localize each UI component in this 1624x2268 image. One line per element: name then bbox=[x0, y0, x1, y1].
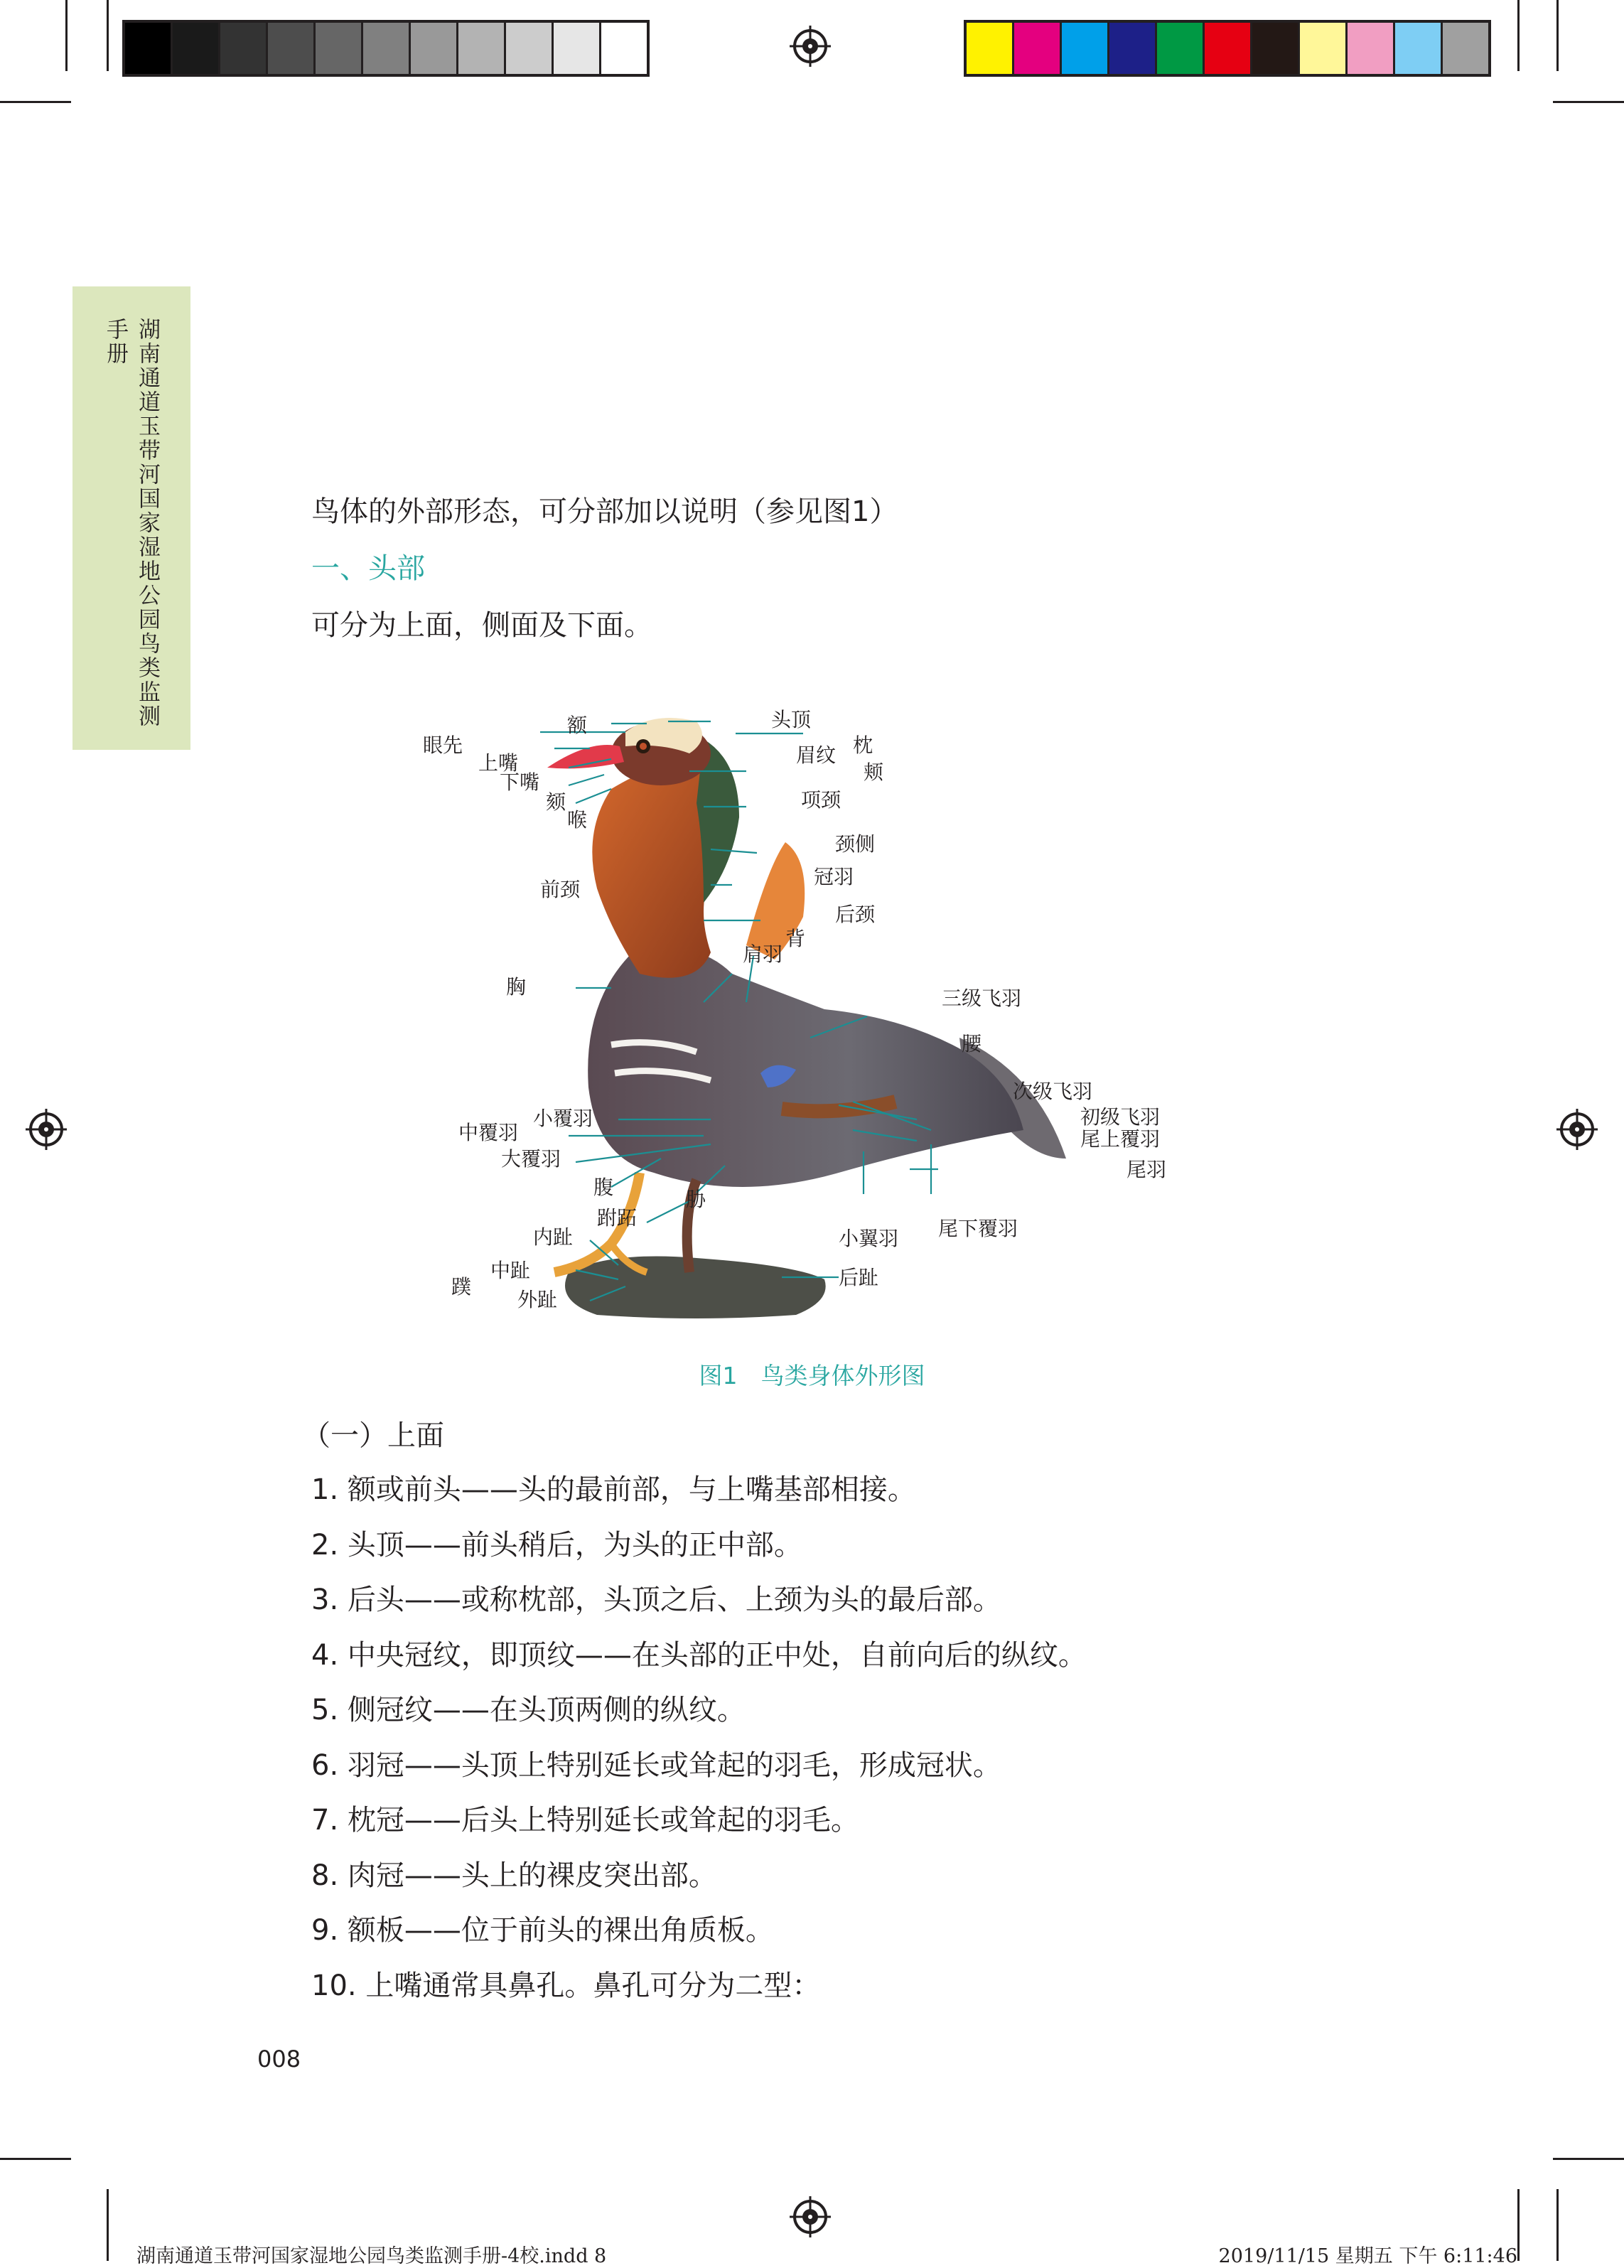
registration-mark-icon bbox=[26, 1109, 67, 1150]
calibration-swatch bbox=[1300, 23, 1348, 74]
label-toudong: 头顶 bbox=[771, 708, 812, 731]
label-xiaoyi: 小翼羽 bbox=[839, 1227, 899, 1250]
gray-calibration-bar bbox=[122, 20, 650, 77]
calibration-swatch bbox=[411, 23, 458, 74]
subsection-heading: （一）上面 bbox=[302, 1419, 444, 1452]
label-fu: 腹 bbox=[593, 1176, 614, 1199]
label-jia: 颊 bbox=[864, 761, 884, 784]
label-xiangjing: 项颈 bbox=[801, 788, 841, 812]
label-ke: 颏 bbox=[546, 790, 566, 814]
label-yanxian: 眼先 bbox=[423, 733, 463, 757]
label-bei: 背 bbox=[785, 927, 806, 950]
label-zhongfu: 中覆羽 bbox=[458, 1121, 519, 1144]
calibration-swatch bbox=[1014, 23, 1062, 74]
label-pu: 蹼 bbox=[451, 1275, 472, 1299]
calibration-swatch bbox=[1109, 23, 1157, 74]
label-fuzhi: 跗跖 bbox=[597, 1206, 638, 1230]
calibration-swatch bbox=[458, 23, 506, 74]
label-meiwen: 眉纹 bbox=[796, 743, 837, 767]
crop-mark bbox=[1553, 2158, 1624, 2160]
label-jianyu: 肩羽 bbox=[743, 942, 783, 966]
bird-anatomy-figure bbox=[398, 704, 1215, 1343]
calibration-swatch bbox=[1395, 23, 1443, 74]
label-dafu: 大覆羽 bbox=[501, 1147, 561, 1171]
section-heading: 一、头部 bbox=[311, 552, 425, 585]
crop-mark bbox=[107, 2189, 109, 2261]
side-tab bbox=[72, 286, 190, 750]
calibration-swatch bbox=[506, 23, 554, 74]
crop-mark bbox=[1553, 101, 1624, 103]
label-chuji: 初级飞羽 bbox=[1080, 1105, 1161, 1129]
label-hou: 喉 bbox=[567, 808, 588, 832]
label-xiong: 胸 bbox=[506, 975, 527, 999]
label-sanji: 三级飞羽 bbox=[942, 987, 1022, 1010]
crop-mark bbox=[65, 0, 68, 71]
list-item: 5. 侧冠纹——在头顶两侧的纵纹。 bbox=[311, 1694, 746, 1726]
calibration-swatch bbox=[1062, 23, 1109, 74]
registration-mark-icon bbox=[790, 2196, 831, 2237]
label-weiyu: 尾羽 bbox=[1126, 1158, 1167, 1181]
list-item: 8. 肉冠——头上的裸皮突出部。 bbox=[311, 1859, 717, 1892]
label-jingce: 颈侧 bbox=[835, 832, 876, 856]
label-e: 额 bbox=[567, 714, 588, 737]
registration-mark-icon bbox=[1556, 1109, 1598, 1150]
calibration-swatch bbox=[1157, 23, 1205, 74]
label-guanyu: 冠羽 bbox=[814, 865, 854, 888]
crop-mark bbox=[0, 101, 71, 103]
calibration-swatch bbox=[220, 23, 268, 74]
label-weixia: 尾下覆羽 bbox=[938, 1217, 1018, 1240]
crop-mark bbox=[0, 2158, 71, 2160]
list-item: 6. 羽冠——头顶上特别延长或耸起的羽毛，形成冠状。 bbox=[311, 1748, 1001, 1782]
label-ciji: 次级飞羽 bbox=[1013, 1080, 1093, 1103]
label-xiaofu: 小覆羽 bbox=[533, 1107, 593, 1130]
calibration-swatch bbox=[554, 23, 601, 74]
calibration-swatch bbox=[1252, 23, 1300, 74]
label-qianjing: 前颈 bbox=[540, 878, 581, 901]
page-number: 008 bbox=[257, 2046, 301, 2073]
crop-mark bbox=[1517, 2189, 1520, 2261]
color-calibration-bar bbox=[964, 20, 1491, 77]
calibration-swatch bbox=[125, 23, 173, 74]
calibration-swatch bbox=[1205, 23, 1252, 74]
list-item: 4. 中央冠纹，即顶纹——在头部的正中处，自前向后的纵纹。 bbox=[311, 1638, 1087, 1672]
crop-mark bbox=[1517, 0, 1520, 71]
label-xiazui: 下嘴 bbox=[500, 770, 540, 794]
calibration-swatch bbox=[1443, 23, 1488, 74]
label-yao: 腰 bbox=[962, 1032, 982, 1055]
list-item: 3. 后头——或称枕部，头顶之后、上颈为头的最后部。 bbox=[311, 1584, 1001, 1616]
label-waizhi: 外趾 bbox=[517, 1288, 558, 1311]
label-shangzui: 上嘴 bbox=[478, 751, 519, 775]
label-weishang: 尾上覆羽 bbox=[1080, 1127, 1161, 1151]
footer-timestamp: 2019/11/15 星期五 下午 6:11:46 bbox=[1218, 2245, 1517, 2267]
calibration-swatch bbox=[268, 23, 316, 74]
calibration-swatch bbox=[1348, 23, 1395, 74]
label-houjing: 后颈 bbox=[835, 903, 876, 926]
label-zhen: 枕 bbox=[853, 733, 873, 757]
section-intro: 可分为上面，侧面及下面。 bbox=[311, 609, 652, 642]
figure-caption: 图1 鸟类身体外形图 bbox=[699, 1362, 925, 1390]
footer-filename: 湖南通道玉带河国家湿地公园鸟类监测手册-4校.indd 8 bbox=[136, 2245, 607, 2267]
label-neizhi: 内趾 bbox=[533, 1225, 574, 1249]
list-item: 2. 头顶——前头稍后，为头的正中部。 bbox=[311, 1528, 802, 1562]
calibration-swatch bbox=[316, 23, 363, 74]
list-item: 1. 额或前头——头的最前部，与上嘴基部相接。 bbox=[311, 1473, 916, 1506]
label-zhongzhi: 中趾 bbox=[490, 1259, 531, 1282]
label-xie: 胁 bbox=[686, 1188, 706, 1211]
side-tab-title: 湖南通道玉带河国家湿地公园鸟类监测手册 bbox=[102, 318, 160, 729]
list-item: 7. 枕冠——后头上特别延长或耸起的羽毛。 bbox=[311, 1804, 859, 1837]
rock-base bbox=[565, 1257, 826, 1319]
crop-mark bbox=[1556, 2189, 1559, 2261]
intro-paragraph: 鸟体的外部形态，可分部加以说明（参见图1） bbox=[311, 495, 898, 528]
list-item: 10. 上嘴通常具鼻孔。鼻孔可分为二型： bbox=[311, 1969, 821, 2002]
list-item: 9. 额板——位于前头的裸出角质板。 bbox=[311, 1914, 774, 1947]
crop-mark bbox=[1556, 0, 1559, 71]
crop-mark bbox=[107, 0, 109, 71]
calibration-swatch bbox=[363, 23, 411, 74]
label-houzhi: 后趾 bbox=[839, 1266, 879, 1289]
calibration-swatch bbox=[967, 23, 1014, 74]
registration-mark-icon bbox=[790, 26, 831, 67]
calibration-swatch bbox=[601, 23, 647, 74]
calibration-swatch bbox=[173, 23, 220, 74]
